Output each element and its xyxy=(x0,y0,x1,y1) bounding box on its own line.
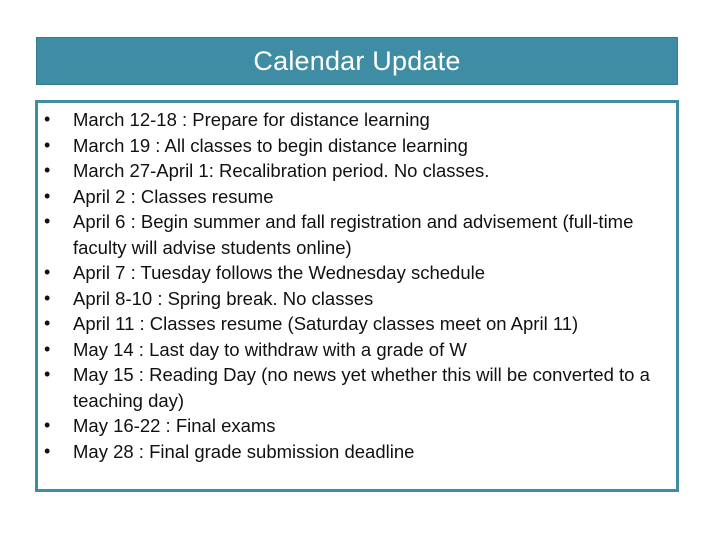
list-item xyxy=(38,107,676,133)
bullet-icon: • xyxy=(44,160,51,180)
bullet-icon: • xyxy=(44,262,51,282)
bullet-icon: • xyxy=(44,109,51,129)
bullet-icon: • xyxy=(44,185,51,206)
list-item-text: March 19 : All classes to begin distance learning xyxy=(73,134,468,156)
list-item xyxy=(38,209,676,260)
list-item xyxy=(38,260,676,286)
bullet-icon: • xyxy=(44,134,51,155)
bullet-icon: • xyxy=(44,338,51,359)
list-item-text: March 27-April 1: Recalibration period. No classes. xyxy=(73,160,490,181)
content-box xyxy=(35,100,679,492)
bullet-icon: • xyxy=(44,415,51,435)
list-item-text: April 6 : Begin summer and fall registration and advisement (full-time faculty will advise students online) xyxy=(73,211,634,258)
list-item-text: May 28 : Final grade submission deadline xyxy=(73,440,415,462)
bullet-icon: • xyxy=(44,313,51,333)
list-item xyxy=(38,184,676,210)
bullet-icon: • xyxy=(44,211,51,231)
list-item xyxy=(38,439,676,465)
list-item xyxy=(38,413,676,439)
list-item-text: April 11 : Classes resume (Saturday classes meet on April 11) xyxy=(73,313,579,334)
list-item-text: May 14 : Last day to withdraw with a grade of W xyxy=(73,338,467,360)
list-item-text: April 7 : Tuesday follows the Wednesday schedule xyxy=(73,262,486,283)
bullet-icon: • xyxy=(44,364,51,384)
list-item xyxy=(38,362,676,413)
list-item-text: April 8-10 : Spring break. No classes xyxy=(73,287,374,309)
title-bar xyxy=(36,37,678,85)
bullet-icon: • xyxy=(44,440,51,461)
list-item xyxy=(38,133,676,159)
list-item-text: April 2 : Classes resume xyxy=(73,185,274,207)
list-item xyxy=(38,158,676,184)
list-item-text: May 15 : Reading Day (no news yet whether this will be converted to a teaching day) xyxy=(73,364,650,411)
list-item xyxy=(38,286,676,312)
list-item xyxy=(38,337,676,363)
list-item-text: March 12-18 : Prepare for distance learning xyxy=(73,109,430,130)
list-item xyxy=(38,311,676,337)
list-item-text: May 16-22 : Final exams xyxy=(73,415,276,436)
bullet-icon: • xyxy=(44,287,51,308)
slide-title: Calendar Update xyxy=(253,45,461,76)
calendar-list xyxy=(38,107,676,464)
